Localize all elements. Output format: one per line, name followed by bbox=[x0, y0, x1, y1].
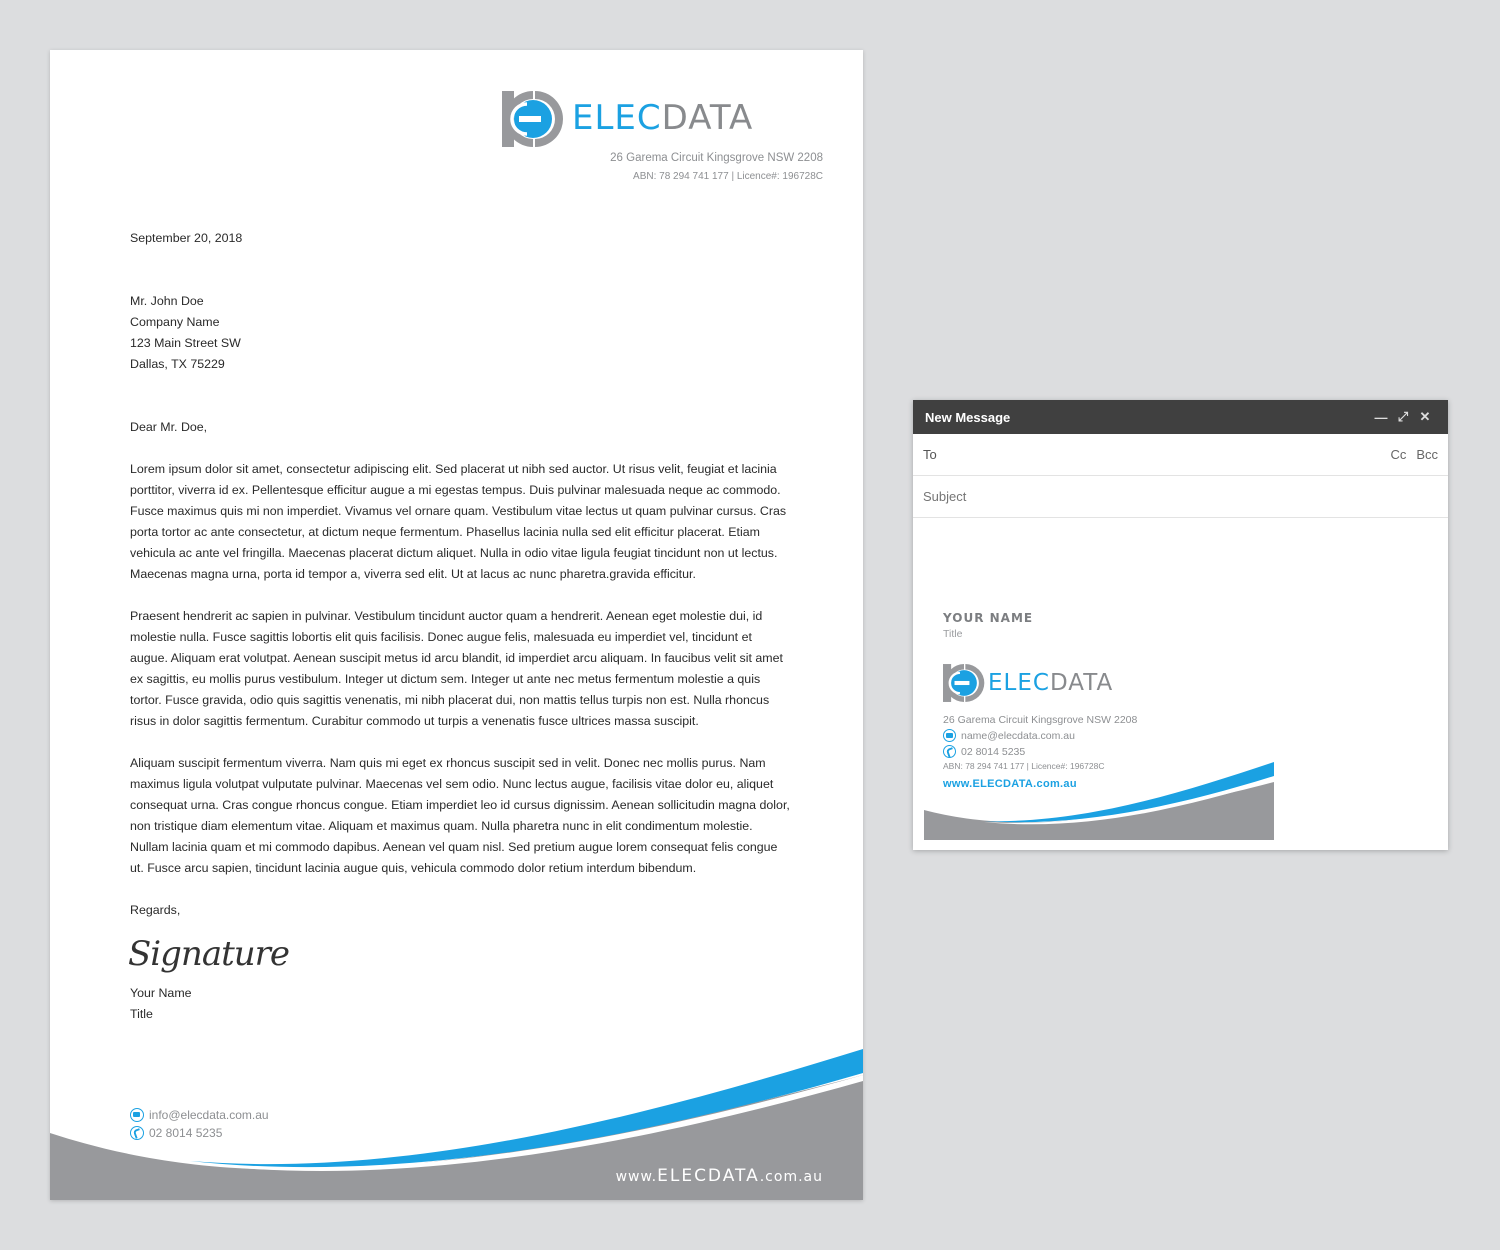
logo-wordmark bbox=[572, 96, 753, 140]
salutation: Dear Mr. Doe, bbox=[130, 420, 208, 434]
signer-title: Title bbox=[130, 1007, 153, 1021]
handwritten-signature: Signature bbox=[128, 934, 290, 974]
email-icon bbox=[130, 1108, 144, 1122]
cc-button[interactable]: Cc bbox=[1390, 447, 1407, 462]
letter-body bbox=[130, 228, 790, 1025]
to-row bbox=[913, 434, 1448, 476]
bcc-button[interactable]: Bcc bbox=[1416, 447, 1438, 462]
logo-word-data: DATA bbox=[661, 98, 754, 138]
compose-header bbox=[913, 400, 1448, 434]
letterhead-abn: ABN: 78 294 741 177 | Licence#: 196728C bbox=[633, 171, 823, 182]
letterhead-page bbox=[50, 50, 863, 1200]
sig-logo-wordmark bbox=[988, 666, 1113, 700]
phone-icon bbox=[130, 1126, 144, 1140]
sig-phone: 02 8014 5235 bbox=[961, 745, 1026, 758]
recipient-name: Mr. John Doe bbox=[130, 294, 204, 308]
compose-window bbox=[913, 400, 1448, 850]
sig-phone-row bbox=[943, 745, 1173, 758]
expand-icon[interactable]: ⤢ bbox=[1397, 409, 1409, 424]
sig-banner-swoosh bbox=[924, 762, 1274, 840]
signer-name: Your Name bbox=[130, 986, 192, 1000]
paragraph: Lorem ipsum dolor sit amet, consectetur adipiscing elit. Sed placerat ut nibh sed auctor. Ut risus velit, feugiat et lacinia porttitor, viverra id ex. Pellentesque efficitur augue a mi egestas tempus. Duis pulvinar malesuada neque ac commodo. Fusce maximus quis mi non imperdiet. Vivamus vel ornare quam. Vestibulum vitae lectus ut quam pulvinar cursus. Cras porta tortor ac ante consectetur, at dictum neque fermentum. Phasellus lacinia nulla sed elit efficitur placerat. Etiam vehicula ac ante vel fringilla. Maecenas placerat dictum aliquet. Nulla in odio vitae ligula feugiat tincidunt non ut lectus. Maecenas magna urna, porta id tempor a, viverra sed elit. Ut at lacus ac nunc pharetra.gravida efficitur. bbox=[130, 462, 787, 581]
sig-website[interactable]: www.ELECDATA.com.au bbox=[943, 778, 1077, 790]
close-icon[interactable]: ✕ bbox=[1419, 409, 1431, 424]
email-row bbox=[130, 1106, 269, 1124]
footer-website[interactable] bbox=[616, 1166, 823, 1186]
paragraph: Praesent hendrerit ac sapien in pulvinar. Vestibulum tincidunt auctor quam a hendrerit. Aenean eget molestie dui, id molestie nulla. Fusce sagittis lobortis elit quis facilisis. Donec augue felis, malesuada eu imperdiet vel, tincidunt et augue. Aliquam erat volutpat. Aenean suscipit metus id arcu blandit, id imperdiet arcu aliquam. In faucibus velit sit amet ex sagittis, eu mollis purus vestibulum. Integer ut dictum sem. Integer ut ante nec metus fermentum molestie a quis tortor. Fusce gravida, odio quis sagittis venenatis, mi nibh placerat dui, non mattis tellus turpis non est. Nulla rhoncus risus in dolor sagittis fermentum. Curabitur commodo ut turpis a venenatis fusce ultrices massa suscipit. bbox=[130, 609, 783, 728]
sig-email-row bbox=[943, 729, 1173, 742]
phone-icon bbox=[943, 745, 956, 758]
elecdata-logo-icon bbox=[502, 88, 564, 150]
closing: Regards, bbox=[130, 903, 181, 917]
letter-date: September 20, 2018 bbox=[130, 231, 243, 245]
recipient-city: Dallas, TX 75229 bbox=[130, 357, 225, 371]
sig-address: 26 Garema Circuit Kingsgrove NSW 2208 bbox=[943, 714, 1138, 726]
sig-elecdata-logo bbox=[943, 662, 1173, 708]
subject-input[interactable] bbox=[923, 482, 1438, 512]
letter-email[interactable]: info@elecdata.com.au bbox=[149, 1108, 269, 1122]
sig-email[interactable]: name@elecdata.com.au bbox=[961, 729, 1075, 742]
sig-name: YOUR NAME bbox=[943, 611, 1034, 625]
url-prefix: www. bbox=[615, 1169, 658, 1185]
sig-logo-word-elec: ELEC bbox=[988, 670, 1050, 696]
recipient-street: 123 Main Street SW bbox=[130, 336, 241, 350]
minimize-icon[interactable]: — bbox=[1374, 409, 1388, 425]
email-icon bbox=[943, 729, 956, 742]
url-suffix: .com.au bbox=[759, 1169, 823, 1185]
paragraph: Aliquam suscipit fermentum viverra. Nam quis mi eget ex rhoncus suscipit sed in velit. Donec nec mollis purus. Nam maximus ligula volutpat vulputate pulvinar. Maecenas vel sem odio. Nunc lectus augue, facilisis vitae dolor eu, aliquet consequat urna. Cras congue rhoncus congue. Etiam imperdiet leo id cursus dignissim. Aenean sollicitudin magna dolor, non tristique diam elementum vitae. Aliquam et maximus quam. Nulla pharetra nunc in elit condimentum molestie. Nullam lacinia quam et mi commodo dapibus. Aenean vel quam nisl. Sed pretium augue lorem consequat felis congue ut. Fusce arcu sapien, tincidunt lacinia augue quis, vehicula commodo dolor retium interdum bibendum. bbox=[130, 756, 790, 875]
to-input[interactable] bbox=[947, 440, 1381, 470]
recipient-company: Company Name bbox=[130, 315, 220, 329]
letter-contacts bbox=[130, 1106, 269, 1142]
phone-row bbox=[130, 1124, 269, 1142]
sig-logo-icon bbox=[943, 662, 985, 704]
to-label: To bbox=[923, 447, 937, 462]
elecdata-logo bbox=[502, 88, 824, 150]
sig-logo-word-data: DATA bbox=[1049, 670, 1114, 696]
subject-row bbox=[913, 476, 1448, 518]
letter-phone: 02 8014 5235 bbox=[149, 1126, 223, 1140]
url-main: ELECDATA bbox=[657, 1166, 760, 1186]
sig-abn: ABN: 78 294 741 177 | Licence#: 196728C bbox=[943, 761, 1105, 771]
logo-word-elec: ELEC bbox=[572, 98, 662, 138]
letterhead-address: 26 Garema Circuit Kingsgrove NSW 2208 bbox=[610, 152, 823, 164]
sig-title: Title bbox=[943, 628, 963, 640]
compose-title: New Message bbox=[925, 409, 1011, 425]
